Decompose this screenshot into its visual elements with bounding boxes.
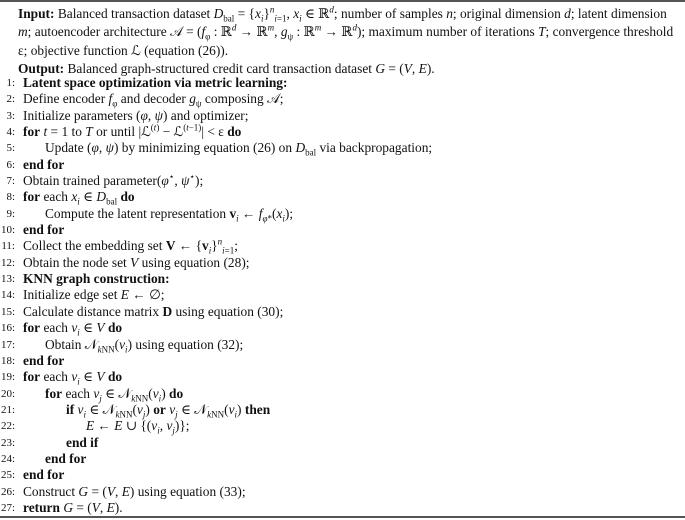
algo-line xyxy=(0,500,685,516)
algo-line xyxy=(0,304,685,320)
algo-line xyxy=(0,206,685,222)
line-number: 26: xyxy=(0,485,15,498)
line-text: for each $v_i$ ∈ V do xyxy=(23,369,123,387)
algo-line xyxy=(0,173,685,189)
line-text: end for xyxy=(23,352,65,368)
algo-line xyxy=(0,386,685,402)
line-text: for t = 1 to T or until |ℒ$^{(t)}$ − ℒ$^{(t-1)}$| < ε do xyxy=(23,122,242,140)
line-text: end if xyxy=(66,434,99,450)
algo-line xyxy=(0,236,685,257)
output-block: Output: Balanced graph-structured credit card transaction dataset G = (V, E). xyxy=(18,61,435,77)
line-number: 1: xyxy=(6,77,15,89)
algo-line xyxy=(0,353,685,369)
line-text: Define encoder $f_\varphi$ and decoder $g_\psi$ composing 𝒜; xyxy=(23,91,284,110)
line-text: for each $x_i$ ∈ $D_{bal}$ do xyxy=(23,189,135,208)
line-number: 21: xyxy=(0,403,15,416)
line-text: Update (φ, ψ) by minimizing equation (26) on $D_{bal}$ via backpropagation; xyxy=(45,140,433,159)
line-text: Obtain the node set V using equation (28); xyxy=(23,254,250,270)
output-label: Output: xyxy=(18,61,65,77)
algo-line xyxy=(0,222,685,238)
line-number: 24: xyxy=(0,452,15,465)
line-number: 16: xyxy=(0,322,15,335)
line-text: end for xyxy=(45,450,87,466)
line-number: 6: xyxy=(6,158,15,171)
line-text: return G = (V, E). xyxy=(23,499,123,515)
line-text: end for xyxy=(23,222,65,238)
algo-line xyxy=(0,189,685,208)
algo-line xyxy=(0,435,685,451)
line-number: 9: xyxy=(6,207,15,220)
line-number: 3: xyxy=(6,109,15,122)
line-number: 19: xyxy=(0,371,15,384)
line-number: 15: xyxy=(0,305,15,318)
algo-line xyxy=(0,337,685,353)
algo-line xyxy=(0,75,685,91)
line-text: Collect the embedding set V ← $\{v_i\}^n_{i=1}$; xyxy=(23,236,238,257)
algorithm-lines xyxy=(0,75,685,516)
algo-line xyxy=(0,467,685,483)
line-number: 2: xyxy=(6,93,15,106)
line-text: end for xyxy=(23,156,65,172)
input-label: Input: xyxy=(18,6,55,21)
algo-line xyxy=(0,451,685,467)
bottom-rule xyxy=(0,516,685,518)
line-number: 10: xyxy=(0,224,15,237)
line-text: Initialize parameters (φ, ψ) and optimizer; xyxy=(23,107,249,123)
algo-line xyxy=(0,402,685,418)
line-number: 17: xyxy=(0,338,15,351)
line-number: 14: xyxy=(0,289,15,302)
line-number: 13: xyxy=(0,273,15,286)
line-text: E ← E ∪ {($v_i$, $v_j$)}; xyxy=(86,418,190,436)
line-text: Obtain $𝒩_{kNN}(v_i)$ using equation (32); xyxy=(45,336,244,355)
algo-line xyxy=(0,255,685,271)
algorithm-io xyxy=(18,5,683,79)
line-number: 18: xyxy=(0,354,15,367)
line-text: if $v_i$ ∈ $𝒩_{kNN}(v_j)$ or $v_j$ ∈ $𝒩_{kNN}(v_i)$ then xyxy=(66,401,271,420)
top-rule xyxy=(0,0,685,2)
algo-line xyxy=(0,91,685,110)
line-number: 8: xyxy=(6,191,15,204)
line-number: 7: xyxy=(6,175,15,188)
line-text: Obtain trained parameter(φ⋆, ψ⋆); xyxy=(23,171,204,189)
algo-line xyxy=(0,320,685,336)
algo-line xyxy=(0,140,685,159)
line-text: Construct G = (V, E) using equation (33); xyxy=(23,483,246,499)
line-text: end for xyxy=(23,467,65,483)
line-number: 20: xyxy=(0,387,15,400)
line-number: 11: xyxy=(1,240,15,253)
line-text: for each $v_j$ ∈ $𝒩_{kNN}(v_i)$ do xyxy=(45,385,184,404)
section-heading: KNN graph construction: xyxy=(23,271,170,287)
line-number: 25: xyxy=(0,469,15,482)
algo-line xyxy=(0,271,685,287)
algo-line xyxy=(0,287,685,303)
section-heading: Latent space optimization via metric learning: xyxy=(23,75,288,90)
algo-line xyxy=(0,369,685,385)
algo-line xyxy=(0,484,685,500)
line-number: 27: xyxy=(0,501,15,514)
line-text: Calculate distance matrix D using equation (30); xyxy=(23,303,284,319)
algo-line xyxy=(0,418,685,434)
line-number: 4: xyxy=(6,126,15,139)
line-number: 23: xyxy=(0,436,15,449)
algo-line xyxy=(0,157,685,173)
line-text: Initialize edge set E ← ∅; xyxy=(23,287,165,303)
line-number: 12: xyxy=(0,256,15,269)
algo-line xyxy=(0,124,685,140)
line-number: 5: xyxy=(6,142,15,155)
algo-line xyxy=(0,108,685,124)
input-block: Input: Balanced transaction dataset $D_{bal} = \{x_i\}^n_{i=1}$, $x_i$ ∈ ℝ$^d$; number of samples n; original dimension d; latent dimension m; autoencoder architecture 𝒜 = ($f_\varphi$ : ℝ$^d$ → ℝ$^m$, $g_\psi$ : ℝ$^m$ → ℝ$^d$); maximum number of iterations T; convergence threshold ε; objective function ℒ (equation (26)). xyxy=(18,4,674,58)
line-number: 22: xyxy=(0,420,15,433)
line-text: Compute the latent representation $v_i$ ← $f_{\varphi*}(x_i)$; xyxy=(45,205,294,224)
line-text: for each $v_i$ ∈ V do xyxy=(23,320,123,338)
